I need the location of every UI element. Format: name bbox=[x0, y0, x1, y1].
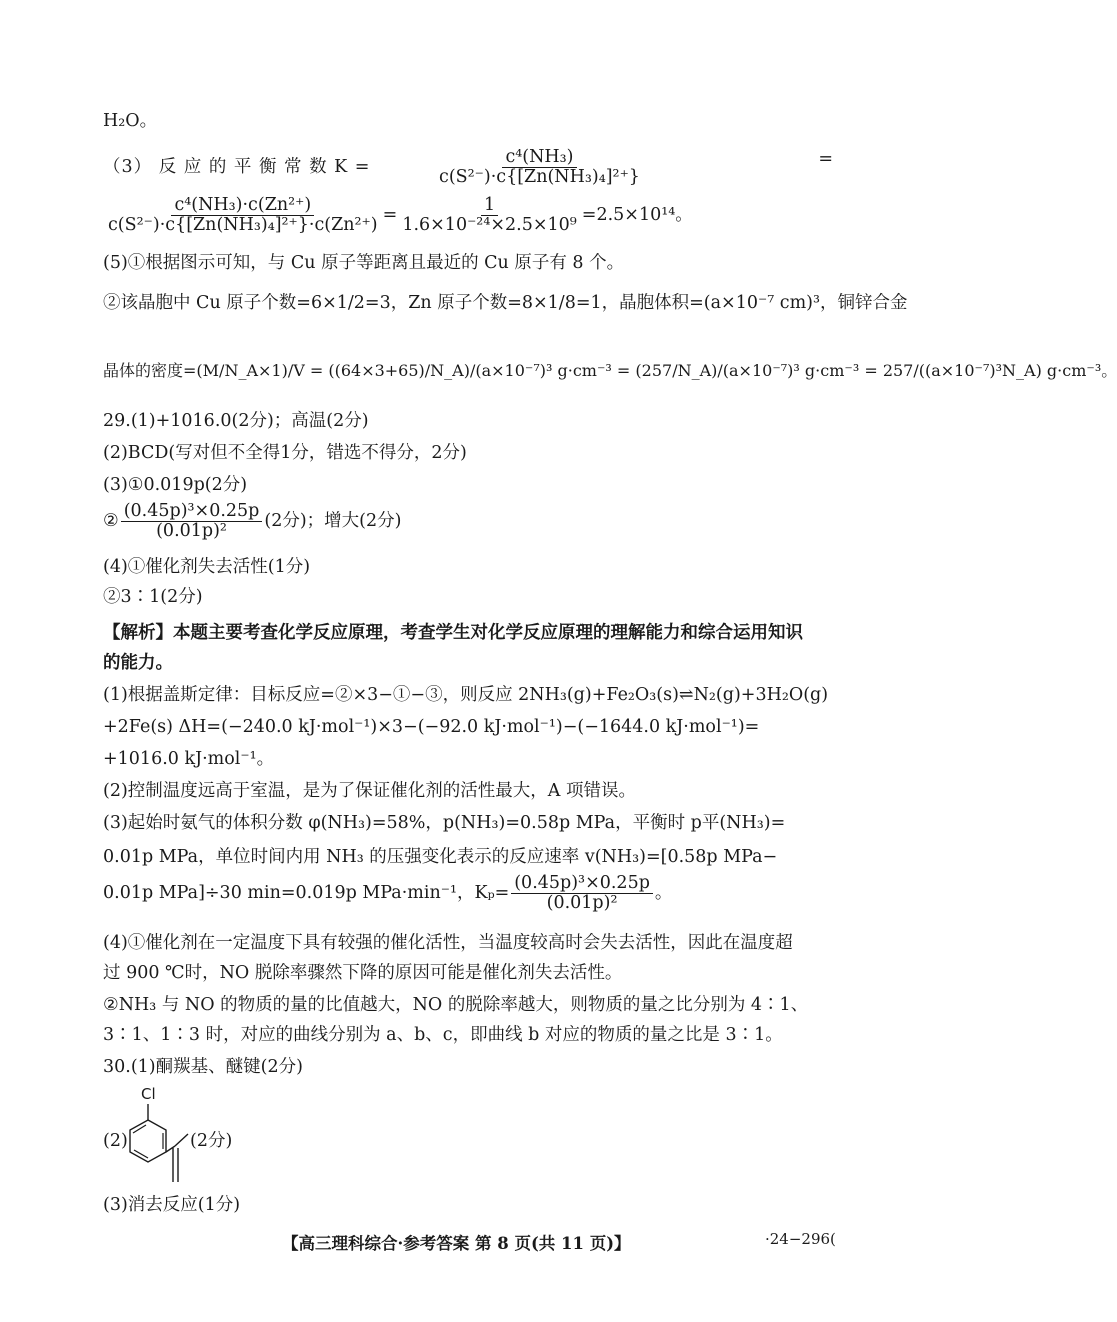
k-den-1: c(S²⁻)·c{[Zn(NH₃)₄]²⁺} bbox=[439, 167, 640, 187]
analysis-line-2: 的能力。 bbox=[103, 653, 173, 673]
analysis-line-1: 【解析】本题主要考查化学反应原理，考查学生对化学反应原理的理解能力和综合运用知识 bbox=[103, 623, 803, 643]
equilibrium-constant-line-2: $\frac{\text{c⁴(NH₃)·c(Zn²⁺)}}{\text{c(S²⁻)·c\{[Zn(NH₃)₄]²⁺\}·c(Zn²⁺)}}$ = $\frac{1}{\text{1.6×10⁻²⁴×2.5×10⁹}}$ =2.5×10¹⁴。 bbox=[103, 196, 693, 235]
k-fraction-2 bbox=[105, 196, 381, 235]
line-h2o: H₂O。 bbox=[103, 111, 158, 131]
q29-6: ②3∶1(2分) bbox=[103, 587, 203, 607]
q29-4 bbox=[103, 502, 401, 541]
k-den-3: 1.6×10⁻²⁴×2.5×10⁹ bbox=[402, 215, 577, 235]
density-line bbox=[103, 360, 1117, 382]
q29-4-den: (0.01p)² bbox=[156, 521, 227, 541]
q29-4-num: (0.45p)³×0.25p bbox=[121, 502, 263, 522]
k-num-3: 1 bbox=[481, 196, 498, 216]
k-num-2: c⁴(NH₃)·c(Zn²⁺) bbox=[171, 196, 314, 216]
a4-line-1: (4)①催化剂在一定温度下具有较强的催化活性，当温度较高时会失去活性，因此在温度超 bbox=[103, 933, 793, 953]
kp-den: (0.01p)² bbox=[546, 893, 618, 913]
a4-line-4: 3∶1、1∶3 时，对应的曲线分别为 a、b、c，即曲线 b 对应的物质的量之比是 3∶1。 bbox=[103, 1025, 783, 1045]
k-label: （3） 反 应 的 平 衡 常 数 K = bbox=[103, 157, 371, 177]
q29-5: (4)①催化剂失去活性(1分) bbox=[103, 557, 311, 577]
q30-2-post: (2分) bbox=[190, 1131, 233, 1151]
chlorostyrene-structure bbox=[128, 1082, 198, 1192]
doc-code: ·24−296( bbox=[765, 1230, 836, 1248]
q29-4-pre: ② bbox=[103, 511, 119, 531]
q29-4-fraction bbox=[121, 502, 263, 541]
kp-fraction bbox=[511, 874, 653, 913]
q30-2-pre: (2) bbox=[103, 1131, 128, 1151]
k-equals: = bbox=[818, 149, 833, 169]
page-footer: 【高三理科综合·参考答案 第 8 页(共 11 页)】 bbox=[282, 1234, 631, 1253]
a3-3-post: 。 bbox=[654, 883, 673, 903]
q30-3: (3)消去反应(1分) bbox=[103, 1195, 241, 1215]
q30-1: 30.(1)酮羰基、醚键(2分) bbox=[103, 1057, 303, 1077]
q29-3: (3)①0.019p(2分) bbox=[103, 475, 248, 495]
k-num-1: c⁴(NH₃) bbox=[502, 148, 576, 168]
cl-label: Cl bbox=[141, 1085, 156, 1103]
a4-line-3: ②NH₃ 与 NO 的物质的量的比值越大，NO 的脱除率越大，则物质的量之比分别为 4∶1、 bbox=[103, 995, 809, 1015]
a4-line-2: 过 900 ℃时，NO 脱除率骤然下降的原因可能是催化剂失去活性。 bbox=[103, 963, 623, 983]
a1-line-2: +2Fe(s) ΔH=(−240.0 kJ·mol⁻¹)×3−(−92.0 kJ·mol⁻¹)−(−1644.0 kJ·mol⁻¹)= bbox=[103, 717, 760, 737]
q29-2: (2)BCD(写对但不全得1分，错选不得分，2分) bbox=[103, 443, 467, 463]
q29-1: 29.(1)+1016.0(2分)；高温(2分) bbox=[103, 411, 369, 431]
a3-line-2: 0.01p MPa，单位时间内用 NH₃ 的压强变化表示的反应速率 v(NH₃)=[0.58p MPa− bbox=[103, 847, 778, 867]
equilibrium-constant-line bbox=[103, 148, 833, 187]
k-fraction-1 bbox=[436, 148, 643, 187]
q29-4-post: (2分)；增大(2分) bbox=[264, 511, 402, 531]
a3-line-3 bbox=[103, 874, 672, 913]
k-result: =2.5×10¹⁴。 bbox=[581, 205, 693, 225]
k-fraction-3 bbox=[399, 196, 579, 235]
a3-line-1: (3)起始时氨气的体积分数 φ(NH₃)=58%，p(NH₃)=0.58p MPa，平衡时 p平(NH₃)= bbox=[103, 813, 786, 833]
kp-num: (0.45p)³×0.25p bbox=[511, 874, 653, 894]
line-5-1: (5)①根据图示可知，与 Cu 原子等距离且最近的 Cu 原子有 8 个。 bbox=[103, 253, 625, 273]
line-5-2: ②该晶胞中 Cu 原子个数=6×1/2=3，Zn 原子个数=8×1/8=1，晶胞体积=(a×10⁻⁷ cm)³，铜锌合金 bbox=[103, 293, 908, 313]
k-den-2: c(S²⁻)·c{[Zn(NH₃)₄]²⁺}·c(Zn²⁺) bbox=[108, 215, 378, 235]
a2-line: (2)控制温度远高于室温，是为了保证催化剂的活性最大，A 项错误。 bbox=[103, 781, 636, 801]
a1-line-3: +1016.0 kJ·mol⁻¹。 bbox=[103, 749, 275, 769]
a1-line-1: (1)根据盖斯定律：目标反应=②×3−①−③，则反应 2NH₃(g)+Fe₂O₃(s)⇌N₂(g)+3H₂O(g) bbox=[103, 685, 829, 705]
a3-3-pre: 0.01p MPa]÷30 min=0.019p MPa·min⁻¹，Kₚ= bbox=[103, 883, 510, 903]
density-label: 晶体的密度= bbox=[103, 361, 197, 380]
density-expression: (M/N_A×1)/V = ((64×3+65)/N_A)/(a×10⁻⁷)³ g·cm⁻³ = (257/N_A)/(a×10⁻⁷)³ g·cm⁻³ = 257/((a×10⁻⁷)³N_A) g·cm⁻³。 bbox=[196, 361, 1117, 380]
